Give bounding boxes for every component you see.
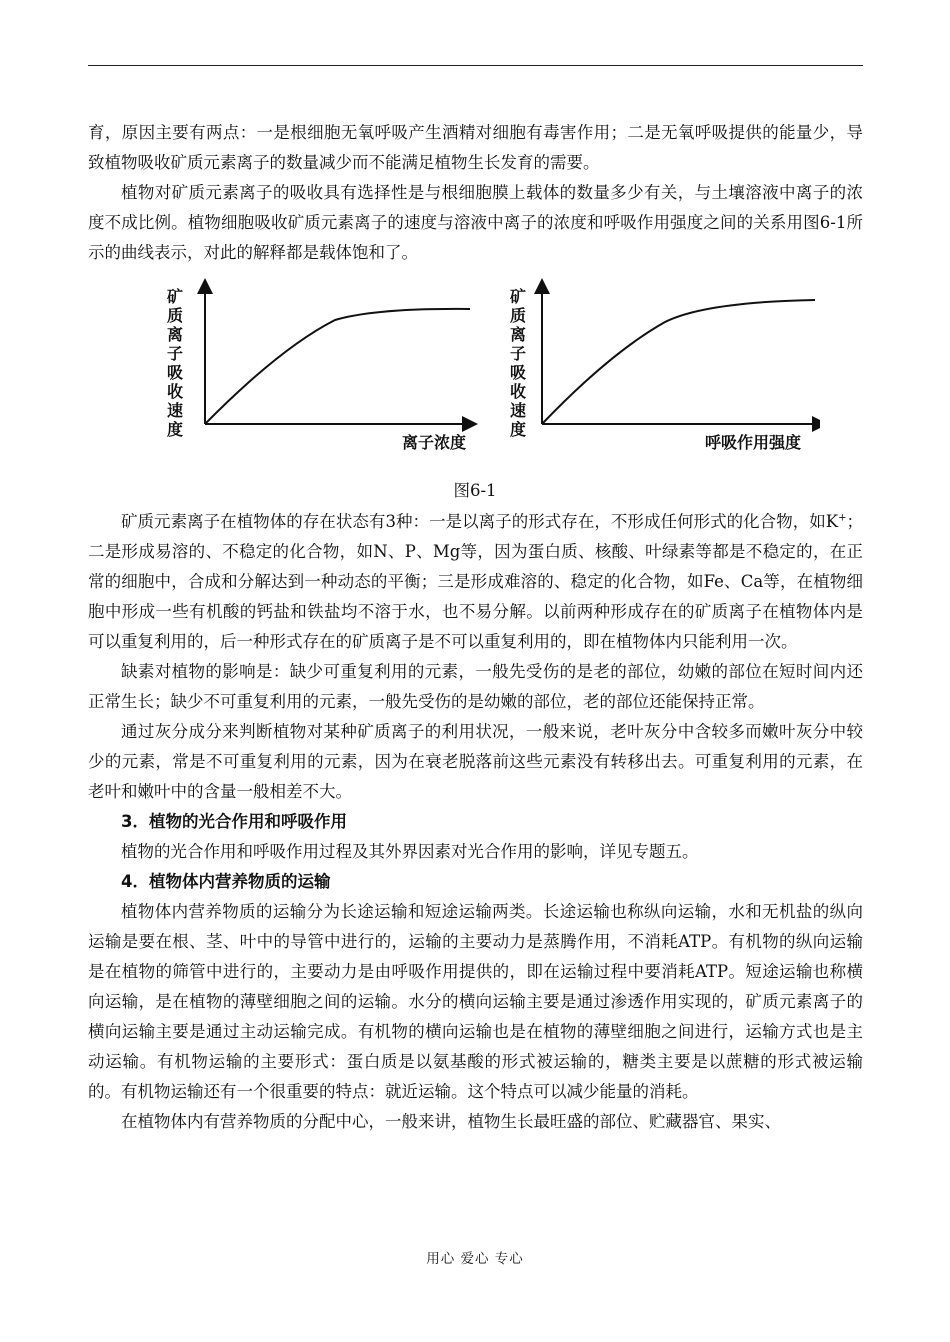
paragraph-transport: 植物体内营养物质的运输分为长途运输和短途运输两类。长途运输也称纵向运输，水和无机盐的纵向运输是要在根、茎、叶中的导管中进行的，运输的主要动力是蒸腾作用，不消耗ATP。有机物的纵向运输是在植物的筛管中进行的，主要动力是由呼吸作用提供的，即在运输过程中要消耗ATP。短途运输也称横向运输，是在植物的薄壁细胞之间的运输。水分的横向运输主要是通过渗透作用实现的，矿质元素离子的横向运输主要是通过主动运输完成。有机物的横向运输也是在植物的薄壁细胞之间进行，运输方式也是主动运输。有机物运输的主要形式：蛋白质是以氨基酸的形式被运输的，糖类主要是以蔗糖的形式被运输的。有机物运输还有一个很重要的特点：就近运输。这个特点可以减少能量的消耗。 [88,902,863,1101]
heading-section-4: 4．植物体内营养物质的运输 [121,872,331,891]
panel-1-curve [205,309,470,424]
figure-6-1-svg [160,278,820,453]
paragraph-ion-states [88,507,863,657]
page-footer: 用心 爱心 专心 [426,1251,524,1267]
text-block-top [88,118,863,268]
paragraph-ion-states-a: 矿质元素离子在植物体的存在状态有3种：一是以离子的形式存在，不形成任何形式的化合物，如K [121,512,839,531]
panel-1-xlabel: 离子浓度 [401,433,467,452]
paragraph-distribution: 在植物体内有营养物质的分配中心，一般来讲，植物生长最旺盛的部位、贮藏器官、果实、 [121,1112,781,1131]
heading-section-3: 3．植物的光合作用和呼吸作用 [121,812,347,831]
paragraph-continuation: 育，原因主要有两点：一是根细胞无氧呼吸产生酒精对细胞有毒害作用；二是无氧呼吸提供的能量少，导致植物吸收矿质元素离子的数量减少而不能满足植物生长发育的需要。 [88,123,863,172]
figure-6-1 [160,278,820,453]
panel-2 [510,286,820,452]
paragraph-photosynthesis: 植物的光合作用和呼吸作用过程及其外界因素对光合作用的影响，详见专题五。 [121,842,699,861]
panel-2-curve [542,300,815,424]
figure-caption: 图6-1 [453,481,497,500]
panel-1-ylabel: 矿质离子吸收速度 [166,287,184,439]
panel-2-ylabel: 矿质离子吸收速度 [509,287,527,439]
panel-1 [167,286,470,452]
paragraph-ion-states-b: ；二是形成易溶的、不稳定的化合物，如N、P、Mg等，因为蛋白质、核酸、叶绿素等都是不稳定的，在正常的细胞中，合成和分解达到一种动态的平衡；三是形成难溶的、稳定的化合物，如Fe、Ca等，在植物细胞中形成一些有机酸的钙盐和铁盐均不溶于水，也不易分解。以前两种形成存在的矿质离子在植物体内是可以重复利用的，后一种形式存在的矿质离子是不可以重复利用的，即在植物体内只能利用一次。 [88,512,863,651]
potassium-charge: + [838,512,847,524]
panel-2-xlabel: 呼吸作用强度 [704,433,802,452]
header-rule [88,65,863,66]
paragraph-selective-absorption: 植物对矿质元素离子的吸收具有选择性是与根细胞膜上载体的数量多少有关，与土壤溶液中离子的浓度不成比例。植物细胞吸收矿质元素离子的速度与溶液中离子的浓度和呼吸作用强度之间的关系用图6-1所示的曲线表示，对此的解释都是载体饱和了。 [88,183,863,262]
text-block-main [88,507,863,1137]
paragraph-deficiency: 缺素对植物的影响是：缺少可重复利用的元素，一般先受伤的是老的部位，幼嫩的部位在短时间内还正常生长；缺少不可重复利用的元素，一般先受伤的是幼嫩的部位，老的部位还能保持正常。 [88,662,863,711]
paragraph-ash: 通过灰分成分来判断植物对某种矿质离子的利用状况，一般来说，老叶灰分中含较多而嫩叶灰分中较少的元素，常是不可重复利用的元素，因为在衰老脱落前这些元素没有转移出去。可重复利用的元素，在老叶和嫩叶中的含量一般相差不大。 [88,722,863,801]
